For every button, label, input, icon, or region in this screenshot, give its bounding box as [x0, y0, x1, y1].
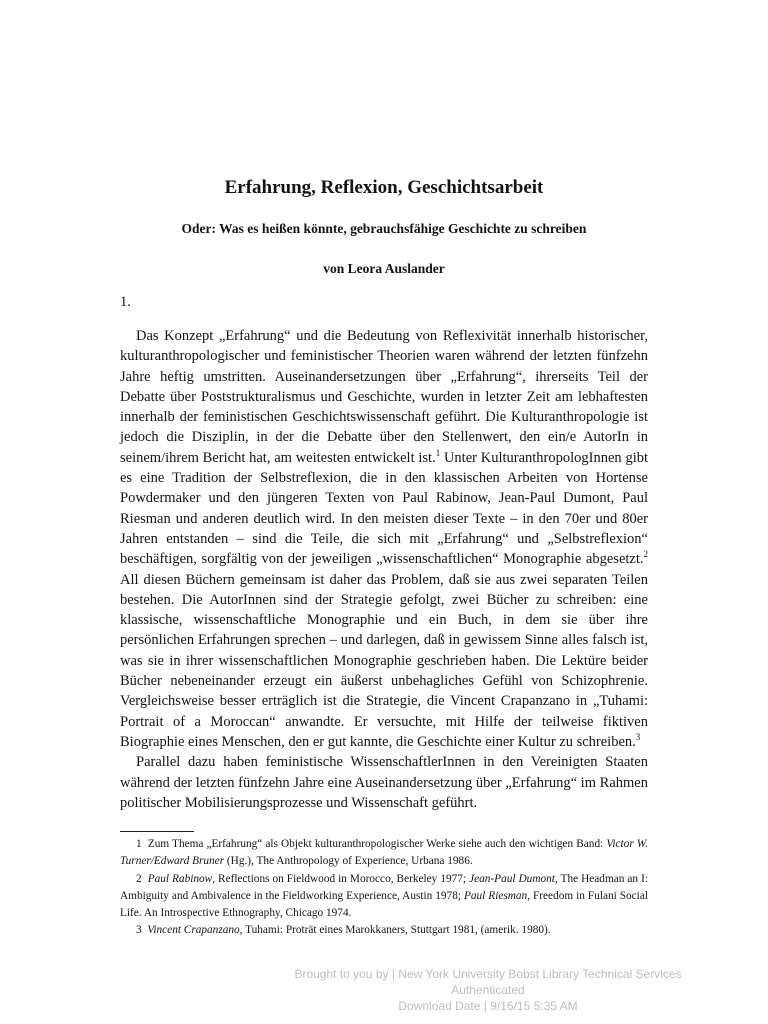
footnote: [120, 922, 648, 939]
article-body: [120, 326, 648, 813]
footnote-ref: 2: [643, 549, 648, 560]
footnote-number: 1: [136, 838, 142, 850]
watermark-line: Download Date | 9/16/15 5:35 AM: [398, 999, 578, 1013]
download-watermark: [240, 966, 736, 1014]
footnote-text: , The Headman an I: Ambiguity and Ambivalence in the Fieldworking Experience, Austin 1978;: [120, 872, 648, 902]
footnote-author: Jean-Paul Dumont: [469, 872, 555, 885]
footnote-ref: 3: [635, 732, 641, 743]
watermark-line: Authenticated: [451, 983, 525, 997]
footnote-number: 2: [136, 872, 142, 885]
footnote-text: Zum Thema „Erfahrung“ als Objekt kulturanthropologischer Werke siehe auch den wichtigen Band:: [147, 838, 607, 850]
footnote-author: Vincent Crapanzano,: [147, 924, 243, 937]
body-paragraph: [120, 752, 648, 813]
article-subtitle: Oder: Was es heißen könnte, gebrauchsfähige Geschichte zu schreiben: [181, 221, 587, 236]
footnote-author: Paul Riesman: [463, 889, 528, 902]
footnote-author: Victor W. Turner/Edward Bruner: [120, 838, 649, 868]
body-text: Parallel dazu haben feministische WissenschaftlerInnen in den Vereinigten Staaten während der letzten fünfzehn Jahre eine Auseinandersetzung über „Erfahrung“ im Rahmen politischer Mobilisierungsprozesse und Wissenschaft geführt.: [120, 754, 648, 811]
body-text: Das Konzept „Erfahrung“ und die Bedeutung von Reflexivität innerhalb historischer, kulturanthropologischer und feministischer Theorien waren während der letzten fünfzehn Jahre heftig umstritten. Auseinandersetzungen über „Erfahrung“, ihrerseits Teil der Debatte über Poststrukturalismus und Geschichte, wurden in letzter Zeit am lebhaftesten innerhalb der feministischen Geschichtswissenschaft geführt. Die Kulturanthropologie ist jedoch die Disziplin, in der die Debatte über den Stellenwert, den ein/e AutorIn in seinem/ihrem Bericht hat, am weitesten entwickelt ist.: [120, 328, 648, 466]
footnotes: [120, 836, 648, 940]
footnote: [120, 836, 648, 871]
footnote-text: , Freedom in Fulani Social Life. An Introspective Ethnography, Chicago 1974.: [120, 889, 648, 920]
footnote-ref: 1: [435, 447, 441, 458]
footnote-number: 3: [136, 924, 142, 937]
footnote-text: (Hg.), The Anthropology of Experience, Urbana 1986.: [224, 855, 473, 868]
body-paragraph: [120, 326, 648, 752]
body-text: Unter KulturanthropologInnen gibt es eine Tradition der Selbstreflexion, die in den klassischen Arbeiten von Hortense Powdermaker und den jüngeren Texten von Paul Rabinow, Jean-Paul Dumont, Paul Riesman und anderen deutlich wird. In den meisten dieser Texte – in den 70er und 80er Jahren entstanden – sind die Teile, die sich mit „Erfahrung“ und „Selbstreflexion“ beschäftigen, sorgfältig von der jeweiligen „wissenschaftlichen“ Monographie abgesetzt.: [120, 449, 648, 568]
watermark-line: Brought to you by | New York University Bobst Library Technical Services: [294, 967, 682, 981]
article-title: Erfahrung, Reflexion, Geschichtsarbeit: [224, 177, 544, 198]
footnote-author: Paul Rabinow: [147, 872, 213, 885]
footnote-divider: [120, 831, 194, 832]
article-author: von Leora Auslander: [323, 261, 445, 276]
footnote: [120, 871, 648, 923]
footnote-text: , Reflections on Fieldwood in Morocco, Berkeley 1977;: [212, 872, 470, 885]
section-number: 1.: [120, 294, 131, 310]
footnote-text: Tuhami: Proträt eines Marokkaners, Stuttgart 1981, (amerik. 1980).: [242, 924, 551, 937]
body-text: All diesen Büchern gemeinsam ist daher das Problem, daß sie aus zwei separaten Teilen bestehen. Die AutorInnen sind der Strategie gefolgt, zwei Bücher zu schreiben: eine klassische, wissenschaftliche Monographie und ein Buch, in dem sie über ihre persönlichen Erfahrungen sprechen – und darlegen, daß in gewissem Sinne alles falsch ist, was sie in ihrer wissenschaftlichen Monographie geschrieben haben. Die Lektüre beider Bücher nebeneinander erzeugt ein äußerst unbehagliches Gefühl von Schizophrenie. Vergleichsweise besser erträglich ist die Strategie, die Vincent Crapanzano in „Tuhami: Portrait of a Moroccan“ anwandte. Er versuchte, mit Hilfe der teilweise fiktiven Biographie eines Menschen, den er gut kannte, die Geschichte einer Kultur zu schreiben.: [120, 571, 648, 750]
